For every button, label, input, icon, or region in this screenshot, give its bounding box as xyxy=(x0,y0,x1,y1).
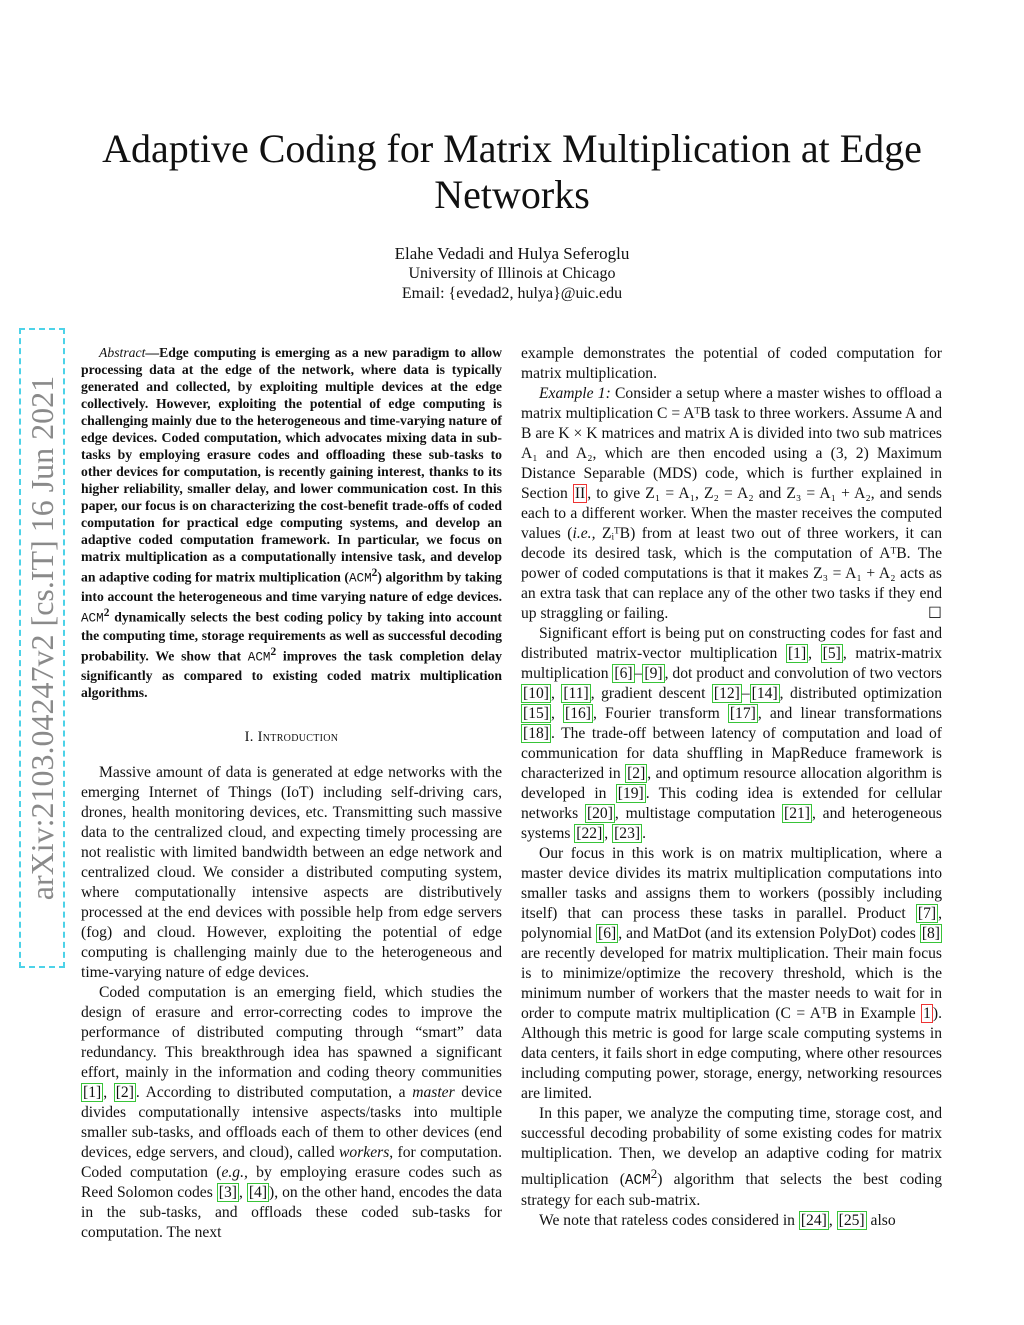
contribution-paragraph: In this paper, we analyze the computing time, storage cost, and successful decoding probability of some existing codes for matrix multiplication. Then, we develop an adaptive coding for matrix multiplication (ACM$^2$) algorithm that selects the best coding strategy for each sub-matrix. xyxy=(521,1105,943,1210)
citation-link[interactable]: [25] xyxy=(838,1212,865,1230)
citation-link[interactable]: [4] xyxy=(248,1183,268,1201)
section-link[interactable]: II xyxy=(574,485,586,502)
citation-link[interactable]: [10] xyxy=(523,685,549,702)
citation-link[interactable]: [14] xyxy=(751,685,778,702)
citation-link[interactable]: [2] xyxy=(627,765,646,782)
citation-link[interactable]: [23] xyxy=(614,825,641,842)
citation-link[interactable]: [20] xyxy=(586,805,613,822)
citation-link[interactable]: [1] xyxy=(787,645,807,662)
abstract: Abstract—Edge computing is emerging as a new paradigm to allow processing data at the edge of the network, where data is typically generated and collected, by exploiting multiple devices at the edge collectively. However, exploiting the potential of edge computing is challenging mainly due to the heterogeneous and time-varying nature of edge devices. Coded computation, which advocates mixing data in sub-tasks by employing erasure codes and offloading these sub-tasks to other devices for computation, is recently gaining interest, thanks to its higher reliability, smaller delay, and lower communication cost. In this paper, our focus is on characterizing the cost-benefit trade-offs of coded computation for practical edge computing systems, and develop an adaptive coded computation framework. In particular, we focus on matrix multiplication as a computationally intensive task, and develop an adaptive coding for matrix multiplication (ACM$^2$) algorithm by taking into account the heterogeneous and time varying nature of edge devices. ACM$^2$ dynamically selects the best coding policy by taking into account the computing time, storage requirements as well as successful decoding probability. We show that ACM$^2$ improves the task completion delay significantly as compared to existing coded matrix multiplication algorithms. xyxy=(81,345,502,700)
section-heading-introduction: I. Introduction xyxy=(244,728,339,745)
affiliation: University of Illinois at Chicago xyxy=(408,265,616,282)
arxiv-stamp: arXiv:2103.04247v2 [cs.IT] 16 Jun 2021 xyxy=(24,375,60,901)
citation-link[interactable]: [19] xyxy=(617,785,644,802)
intro-paragraph-2: Coded computation is an emerging field, which studies the design of erasure and error-correcting codes to improve the performance of distributed computing through “smart” data redundancy. This breakthrough idea has spawned a significant effort, mainly in the information and coding theory communities [1] , [2] . According to distributed computation, a master device divides computationally intensive aspects/tasks into multiple smaller sub-tasks, and offloads each of them to other devices (end devices, edge servers, and cloud), called workers, for computation. Coded computation (e.g., by employing erasure codes such as Reed Solomon codes [3] , [4] ), on the other hand, encodes the data in the sub-tasks, and offloads these coded sub-tasks for computation. The next xyxy=(81,983,503,1241)
example-link[interactable]: 1 xyxy=(923,1005,931,1022)
authors: Elahe Vedadi and Hulya Seferoglu xyxy=(394,244,630,263)
right-column xyxy=(521,344,942,1231)
citation-link[interactable]: [17] xyxy=(729,705,756,722)
citation-link[interactable]: [22] xyxy=(576,825,603,842)
citation-link[interactable]: [8] xyxy=(921,925,940,942)
author-block xyxy=(60,244,964,304)
citation-link[interactable]: [7] xyxy=(917,905,937,922)
citation-link[interactable]: [2] xyxy=(115,1083,134,1101)
left-column xyxy=(81,344,502,1243)
rateless-paragraph: We note that rateless codes considered in [24] , [25] also xyxy=(539,1212,896,1230)
citation-link[interactable]: [12] xyxy=(713,685,740,702)
continued-paragraph: example demonstrates the potential of coded computation for matrix multiplication. xyxy=(521,345,942,382)
related-work-paragraph: Significant effort is being put on constructing codes for fast and distributed matrix-vector multiplication [1] , [5] , matrix-matrix multiplication [6] – [9] , dot product and convolution of two vectors [10] , [11] , gradient descent [12] – [14] , distributed optimization [15] , [16] , Fourier transform [17] , and linear transformations [18] . The trade-off between latency of computation and load of communication for data shuffling in MapReduce framework is characterized in [2] , and optimum resource allocation algorithm is developed in [19] . This coding idea is extended for cellular networks [20] , multistage computation [21] , and heterogeneous systems [22] , [23] . xyxy=(521,625,942,842)
citation-link[interactable]: [16] xyxy=(565,705,591,722)
paper-title: Adaptive Coding for Matrix Multiplication at Edge Networks xyxy=(102,126,922,217)
citation-link[interactable]: [15] xyxy=(523,705,549,722)
citation-link[interactable]: [24] xyxy=(800,1212,827,1230)
citation-link[interactable]: [9] xyxy=(644,665,663,682)
qed-symbol: ☐ xyxy=(928,605,942,622)
citation-link[interactable]: [11] xyxy=(563,685,589,702)
citation-link[interactable]: [1] xyxy=(83,1083,102,1101)
example-1: Example 1: Consider a setup where a master wishes to offload a matrix multiplication C = AᵀB task to three workers. Assume A and B are K × K matrices and matrix A is divided into two sub matrices A₁ and A₂, which are then encoded using a (3, 2) Maximum Distance Separable (MDS) code, which is further explained in Section II , to give Z₁ = A₁, Z₂ = A₂ and Z₃ = A₁ + A₂, and sends each to a different worker. When the master receives the computed values (i.e., ZᵢᵀB) from at least two out of three workers, it can decode its desired task, which is the computation of AᵀB. The power of coded computations is that it makes Z₃ = A₁ + A₂ acts as an extra task that can replace any of the other two tasks if they end up straggling or failing. ☐ xyxy=(521,385,943,622)
intro-paragraph-1: Massive amount of data is generated at edge networks with the emerging Internet of Things (IoT) including self-driving cars, drones, health monitoring devices, etc. Transmitting such massive data to the centralized cloud, and expecting timely processing are not realistic with limited bandwidth between an edge network and centralized cloud. We consider a distributed computing system, where computationally intensive aspects are distributively processed at the end devices with possible help from edge servers (fog) and cloud. However, exploiting the potential of edge computing is challenging mainly due to the heterogeneous and time-varying nature of edge devices. xyxy=(81,763,502,981)
citation-link[interactable]: [6] xyxy=(598,925,617,942)
citation-link[interactable]: [5] xyxy=(822,645,841,662)
email: Email: {evedad2, hulya}@uic.edu xyxy=(401,285,623,302)
citation-link[interactable]: [21] xyxy=(784,805,810,822)
focus-paragraph: Our focus in this work is on matrix multiplication, where a master device divides its matrix multiplication computations into smaller tasks and assigns them to workers (possibly including itself) that can process these tasks in parallel. Product [7] , polynomial [6] , and MatDot (and its extension PolyDot) codes [8] are recently developed for matrix multiplication. Their main focus is to minimize/optimize the recovery threshold, which is the minimum number of workers that the master needs to wait for in order to compute matrix multiplication (C = AᵀB in Example 1 ). Although this metric is good for large scale computing systems in data centers, it fails short in edge computing, where other resources including computing power, storage, energy, networking resources are limited. xyxy=(521,845,942,1102)
citation-link[interactable]: [6] xyxy=(614,665,633,682)
citation-link[interactable]: [3] xyxy=(218,1183,237,1201)
citation-link[interactable]: [18] xyxy=(523,725,549,742)
